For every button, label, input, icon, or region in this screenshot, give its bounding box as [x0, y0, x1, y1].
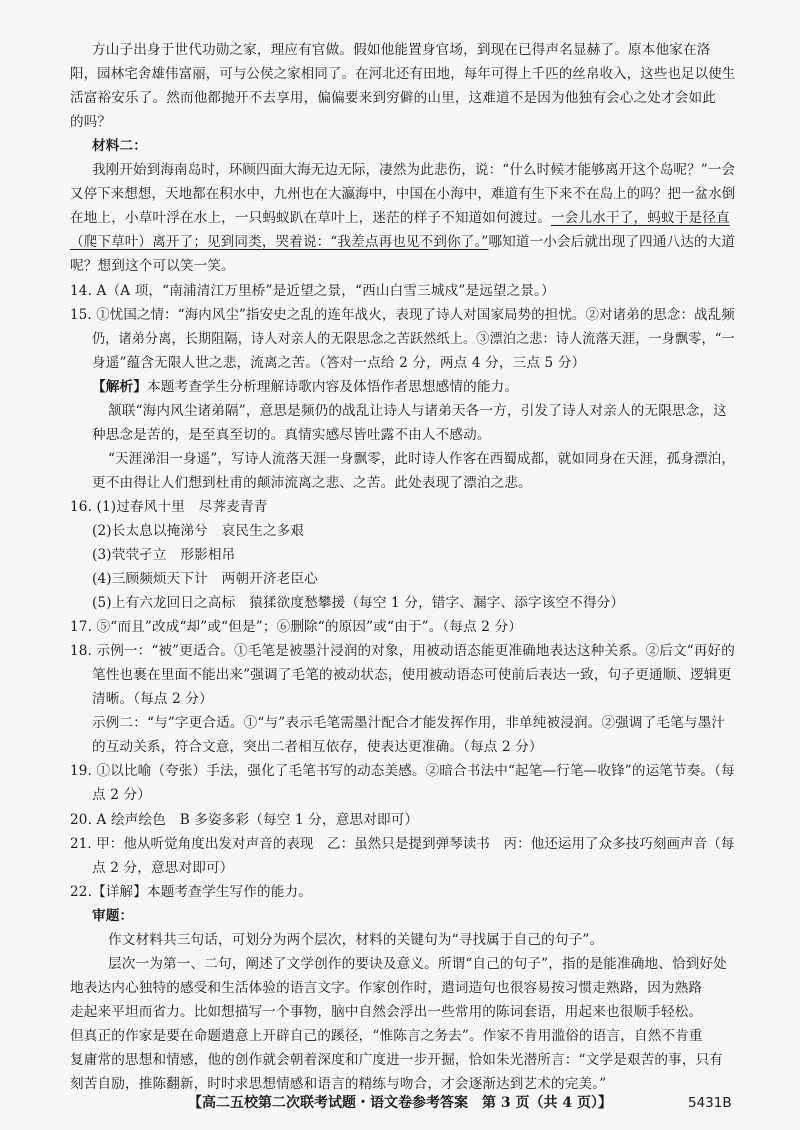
- material1-line: 阳，园林宅舍雄伟富丽，可与公侯之家相同了。在河北还有田地，每年可得上千匹的丝帛收入，这些也足以使生: [70, 66, 736, 82]
- answer-16-line: (4)三顾频烦天下计 两朝开济老臣心: [92, 571, 318, 587]
- answer-16-line: (2)长太息以掩涕兮 哀民生之多艰: [92, 522, 305, 539]
- answer-21-line: 21. 甲：他从听觉角度出发对声音的表现 乙：虽然只是提到弹琴读书 丙：他还运用了众多技巧刻画声音（每: [70, 835, 735, 852]
- answer-22-body-line: 但真正的作家是要在命题遣意上开辟自己的蹊径，“惟陈言之务去”。作家不肯用滥俗的语言，自然不肯重: [70, 1027, 703, 1044]
- answer-22-body-line: 地表达内心独特的感受和生活体验的语言文字。作家创作时，遣词造句也很容易按习惯走熟路，因为熟路: [70, 979, 703, 996]
- answer-15-line: 仍，诸弟分离，长期阻隔，诗人对亲人的无限思念之苦跃然纸上。③漂泊之悲：诗人流落天涯，一身飘零，“一: [92, 330, 735, 347]
- answer-15-analysis-line: “天涯涕泪一身遥”，写诗人流落天涯一身飘零，此时诗人作客在西蜀成都，就如同身在天涯，孤身漂泊，: [108, 450, 735, 467]
- answer-22: 22.【详解】本题考查学生写作的能力。: [70, 883, 312, 900]
- answer-15-analysis-line: 种思念是苦的，是至真至切的。真情实感尽皆吐露不由人不感动。: [92, 426, 491, 443]
- material2-text: 在地上，小草叶浮在水上，一只蚂蚁趴在草叶上，迷茫的样子不知道如何渡过。: [70, 210, 552, 227]
- answer-15-line: 15. ①忧国之情：“海内风尘”指安史之乱的连年战火，表现了诗人对国家局势的担忧。②对诸弟的思念：战乱频: [70, 306, 735, 323]
- material2-line: 呢？想到这个可以笑一笑。: [70, 258, 235, 275]
- exam-code: 5431B: [688, 1095, 732, 1111]
- material2-line: 又停下来想想，天地都在积水中，九州也在大瀛海中，中国在小海中，难道有生下来不在岛上的吗？把一盆水倒: [70, 186, 736, 203]
- material1-line: 活富裕安乐了。然而他都抛开不去享用，偏偏要来到穷僻的山里，这难道不是因为他独有会心之处才会如此: [70, 90, 716, 107]
- material2-underlined-text: 一会儿水干了，蚂蚁于是径直: [551, 210, 730, 227]
- answer-19-line: 点 2 分）: [92, 787, 151, 804]
- material2-underlined-text: （爬下草叶）离开了；见到同类，哭着说：“我差点再也见不到你了。”: [70, 234, 489, 251]
- answer-16-line: (3)茕茕孑立 形影相吊: [92, 547, 236, 563]
- answer-15-analysis-line: [92, 378, 519, 395]
- material2-heading: 材料二：: [92, 138, 147, 155]
- answer-21-line: 点 2 分，意思对即可）: [92, 859, 234, 876]
- answer-16-line: (5)上有六龙回日之高标 猿猱欲度愁攀援（每空 1 分，错字、漏字、添字该空不得分）: [92, 595, 625, 612]
- page-footer: 【高二五校第二次联考试题・语文卷参考答案 第 3 页（共 4 页）】: [188, 1095, 612, 1111]
- answer-22-subheading: 审题：: [92, 907, 134, 924]
- answer-16-line: 16. (1)过春风十里 尽荠麦青青: [70, 498, 268, 515]
- answer-22-body-line: 复庸常的思想和情感，他的创作就会朝着深度和广度进一步开掘，恰如朱光潜所言：“文学是艰苦的事，只有: [70, 1052, 724, 1068]
- answer-22-body-line: 作文材料共三句话，可划分为两个层次，材料的关键句为“寻找属于自己的句子”。: [108, 931, 604, 948]
- material1-line: 的吗？: [70, 114, 112, 131]
- answer-18-line: 清晰。（每点 2 分）: [92, 691, 213, 708]
- answer-15-line: 身遥”蕴含无限人世之悲，流离之苦。（答对一点给 2 分，两点 4 分，三点 5 分）: [92, 354, 586, 371]
- answer-22-body-line: 刻苦自励，推陈翻新，时时求思想情感和语言的精练与吻合，才会逐渐达到艺术的完美。”: [70, 1076, 607, 1092]
- answer-19-line: 19. ①以比喻（夸张）手法，强化了毛笔书写的动态美感。②暗合书法中“起笔—行笔—收锋”的运笔节奏。（每: [70, 763, 735, 780]
- answer-15-analysis-line: 更不由得让人们想到杜甫的颠沛流离之悲、之苦。此处表现了漂泊之悲。: [92, 474, 532, 491]
- answer-22-body-line: 走起来平坦而省力。比如想描写一个事物，脑中自然会浮出一些常用的陈词套语，用起来也很顺手轻松。: [70, 1003, 703, 1020]
- material2-line: [70, 236, 735, 250]
- material2-line: 我刚开始到海南岛时，环顾四面大海无边无际，凄然为此悲伤，说：“什么时候才能够离开这个岛呢？”一会: [92, 162, 736, 179]
- material1-line: 方山子出身于世代功勋之家，理应有官做。假如他能置身官场，到现在已得声名显赫了。原本他家在洛: [92, 42, 711, 58]
- answer-18-line: 18. 示例一：“被”更适合。①毛笔是被墨汁浸润的对象，用被动语态能更准确地表达这种关系。②后文“再好的: [70, 643, 735, 660]
- answer-18-line: 笔性也裹在里面不能出来”强调了毛笔的被动状态，使用被动语态可使前后表达一致，句子更通顺、逻辑更: [92, 667, 732, 684]
- answer-20: 20. A 绘声绘色 B 多姿多彩（每空 1 分，意思对即可）: [70, 811, 419, 828]
- material2-line: [70, 212, 730, 226]
- analysis-tag: 【解析】: [92, 378, 147, 395]
- analysis-text: 本题考查学生分析理解诗歌内容及体悟作者思想感情的能力。: [146, 378, 519, 395]
- answer-17: 17. ⑤“而且”改成“却”或“但是”；⑥删除“的原因”或“由于”。（每点 2 分）: [70, 619, 523, 636]
- answer-22-body-line: 层次一为第一、二句，阐述了文学创作的要诀及意义。所谓“自己的句子”，指的是能准确地、恰到好处: [108, 955, 727, 972]
- material2-text: 哪知道一小会后就出现了四通八达的大道: [488, 234, 736, 251]
- answer-18-line: 示例二：“与”字更合适。①“与”表示毛笔需墨汁配合才能发挥作用，非单纯被浸润。②强调了毛笔与墨汁: [92, 715, 726, 732]
- answer-18-line: 的互动关系，符合文意，突出二者相互依存，使表达更准确。（每点 2 分）: [92, 739, 543, 756]
- answer-15-analysis-line: 颔联“海内风尘诸弟隔”，意思是频仍的战乱让诗人与诸弟天各一方，引发了诗人对亲人的无限思念，这: [108, 402, 727, 419]
- answer-14: 14. A（A 项，“南浦清江万里桥”是近望之景，“西山白雪三城戍”是远望之景。）: [70, 282, 555, 299]
